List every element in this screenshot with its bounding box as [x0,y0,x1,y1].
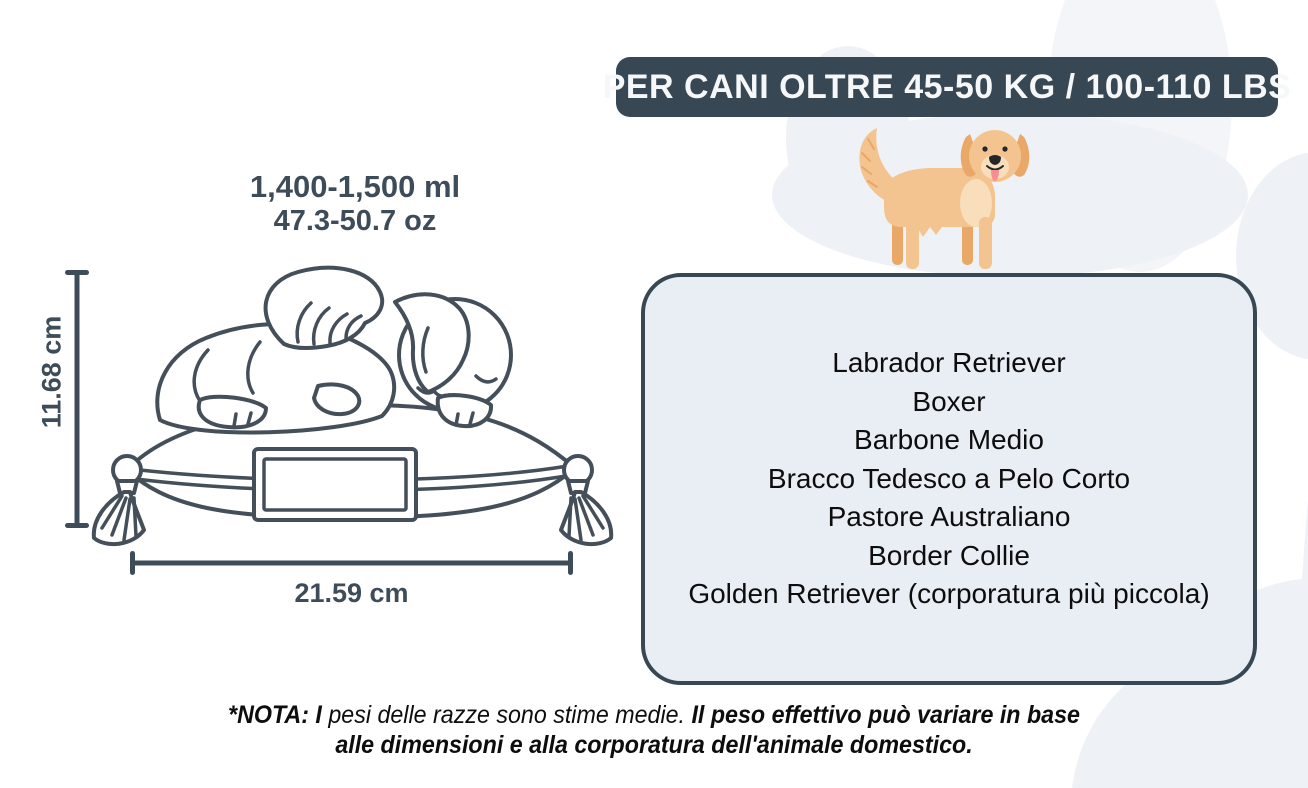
header-title: PER CANI OLTRE 45-50 KG / 100-110 LBS [602,67,1292,106]
capacity-oz: 47.3-50.7 oz [273,205,437,237]
height-dimension-label: 11.68 cm [36,315,67,429]
capacity-label [155,170,555,238]
breed-item: Border Collie [868,539,1030,571]
footnote-bold-line2: alle dimensioni e alla corporatura dell'animale domestico. [335,730,973,759]
footnote-regular: pesi delle razze sono stime medie. [328,701,692,729]
breeds-box [641,273,1257,685]
footnote-bold-line1: Il peso effettivo può variare in base [691,701,1080,729]
breed-item: Bracco Tedesco a Pelo Corto [767,462,1131,494]
width-dimension-line [130,551,573,575]
breed-item: Boxer [912,385,986,417]
breed-item: Barbone Medio [854,424,1044,456]
breeds-list [645,344,1253,614]
golden-retriever-icon [848,123,1033,273]
footnote-prefix: *NOTA: I [228,701,329,729]
header-banner [602,57,1292,117]
capacity-ml: 1,400-1,500 ml [249,169,461,204]
height-dimension-line [65,270,89,528]
breed-item: Golden Retriever (corporatura più piccola) [688,578,1210,610]
footnote [166,701,1143,760]
breed-item: Labrador Retriever [832,346,1066,378]
width-dimension-label: 21.59 cm [294,578,409,608]
sleeping-dog-pillow-illustration [88,258,640,558]
breed-item: Pastore Australiano [827,501,1071,533]
